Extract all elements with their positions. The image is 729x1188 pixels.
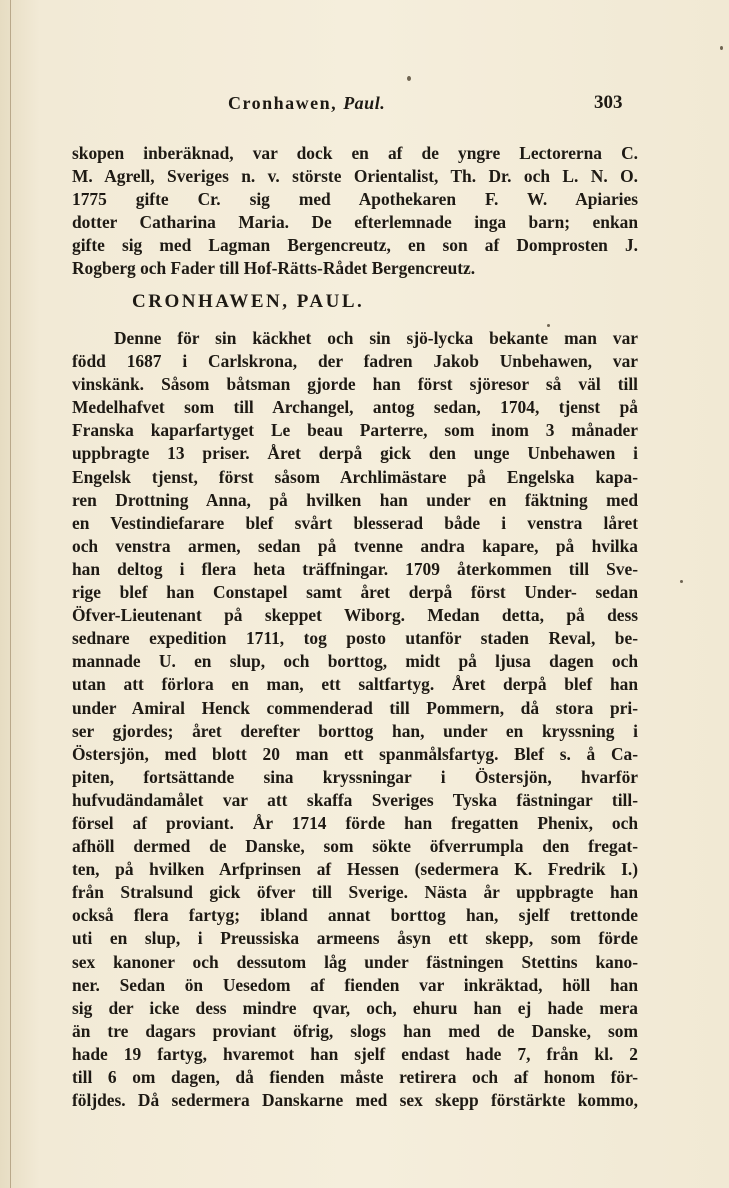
text-line: Östersjön, med blott 20 man ett spanmålsfartyg. Blef s. å Ca- [72,743,638,764]
text-line: mannade U. en slup, och borttog, midt på ljusa dagen och [72,651,638,672]
article-heading: CRONHAWEN, PAUL. [132,291,365,312]
text-line: ten, på hvilken Arfprinsen af Hessen (sedermera K. Fredrik I.) [72,859,638,880]
running-author: Paul. [343,93,386,113]
text-line: M. Agrell, Sveriges n. v. störste Orientalist, Th. Dr. och L. N. O. [72,166,638,187]
text-line: vinskänk. Såsom båtsman gjorde han först sjöresor så väl till [72,374,638,395]
text-line: hufvudändamålet var att skaffa Sveriges Tyska fästningar till- [72,789,638,810]
text-line: afhöll dermed de Danske, som sökte öfverrumpla den fregat- [72,836,638,857]
text-line: piten, fortsättande sina kryssningar i Östersjön, hvarför [72,766,638,787]
text-line: sex kanoner och dessutom låg under fästningen Stettins kano- [72,951,638,972]
text-line: ren Drottning Anna, på hvilken han under en fäktning med [72,489,638,510]
text-line: följdes. Då sedermera Danskarne med sex skepp förstärkte kommo, [72,1090,638,1111]
running-title: Cronhawen, [228,93,338,113]
text-line: dotter Catharina Maria. De efterlemnade inga barn; enkan [72,212,638,233]
text-line: Denne för sin käckhet och sin sjö-lycka bekante man var [114,328,638,348]
text-line: Franska kaparfartyget Le beau Parterre, som inom 3 månader [72,420,638,441]
text-line: utan att förlora en man, ett saltfartyg. Året derpå blef han [72,674,638,695]
text-line: skopen inberäknad, var dock en af de yngre Lectorerna C. [72,143,638,163]
running-head [228,93,385,114]
text-line: ser gjordes; året derefter borttog han, under en kryssning i [72,720,638,741]
text-line: än tre dagars proviant öfrig, slogs han med de Danske, som [72,1020,638,1041]
text-line: uti en slup, i Preussiska armeens åsyn ett skepp, som förde [72,928,638,949]
text-line: också flera fartyg; ibland annat borttog han, sjelf trettonde [72,905,638,926]
article-body [72,327,638,1112]
text-line: född 1687 i Carlskrona, der fadren Jakob Unbehawen, var [72,351,638,372]
text-line: han deltog i flera heta träffningar. 1709 återkommen till Sve- [72,558,638,579]
text-line: sig der icke dess mindre qvar, och, ehuru han ej hade mera [72,997,638,1018]
text-line: hade 19 fartyg, hvaremot han sjelf endast hade 7, från kl. 2 [72,1043,638,1064]
text-line: Engelsk tjenst, först såsom Archlimästare på Engelska kapa- [72,466,638,487]
text-line: försel af proviant. År 1714 förde han fregatten Phenix, och [72,812,638,833]
text-line: gifte sig med Lagman Bergencreutz, en son af Domprosten J. [72,235,638,256]
text-line: till 6 om dagen, då fienden måste retirera och af honom för- [72,1067,638,1087]
text-line: 1775 gifte Cr. sig med Apothekaren F. W. Apiaries [72,189,638,210]
text-line: uppbragte 13 priser. Året derpå gick den unge Unbehawen i [72,443,638,464]
paper-speck [680,580,683,583]
page-edge-shadow [10,0,11,1188]
text-line: ner. Sedan ön Uesedom af fienden var inkräktad, höll han [72,974,638,995]
text-line: sednare expedition 1711, tog posto utanför staden Reval, be- [72,628,638,649]
page-number: 303 [594,92,623,113]
paper-speck [720,46,723,50]
paper-speck [547,324,550,327]
text-line: och venstra armen, sedan på tvenne andra kapare, på hvilka [72,535,638,556]
text-line: under Amiral Henck commenderad till Pommern, då stora pri- [72,697,638,718]
carryover-paragraph [72,142,638,281]
paper-speck [407,76,411,81]
text-line: från Stralsund gick öfver till Sverige. Nästa år uppbragte han [72,882,638,903]
text-line: Medelhafvet som till Archangel, antog sedan, 1704, tjenst på [72,397,638,418]
text-line: Öfver-Lieutenant på skeppet Wiborg. Medan detta, på dess [72,605,638,626]
text-line: rige blef han Constapel samt året derpå först Under- sedan [72,582,638,603]
text-line: en Vestindiefarare blef svårt blesserad både i venstra låret [72,512,638,533]
text-line: Rogberg och Fader till Hof-Rätts-Rådet Bergencreutz. [72,258,476,279]
